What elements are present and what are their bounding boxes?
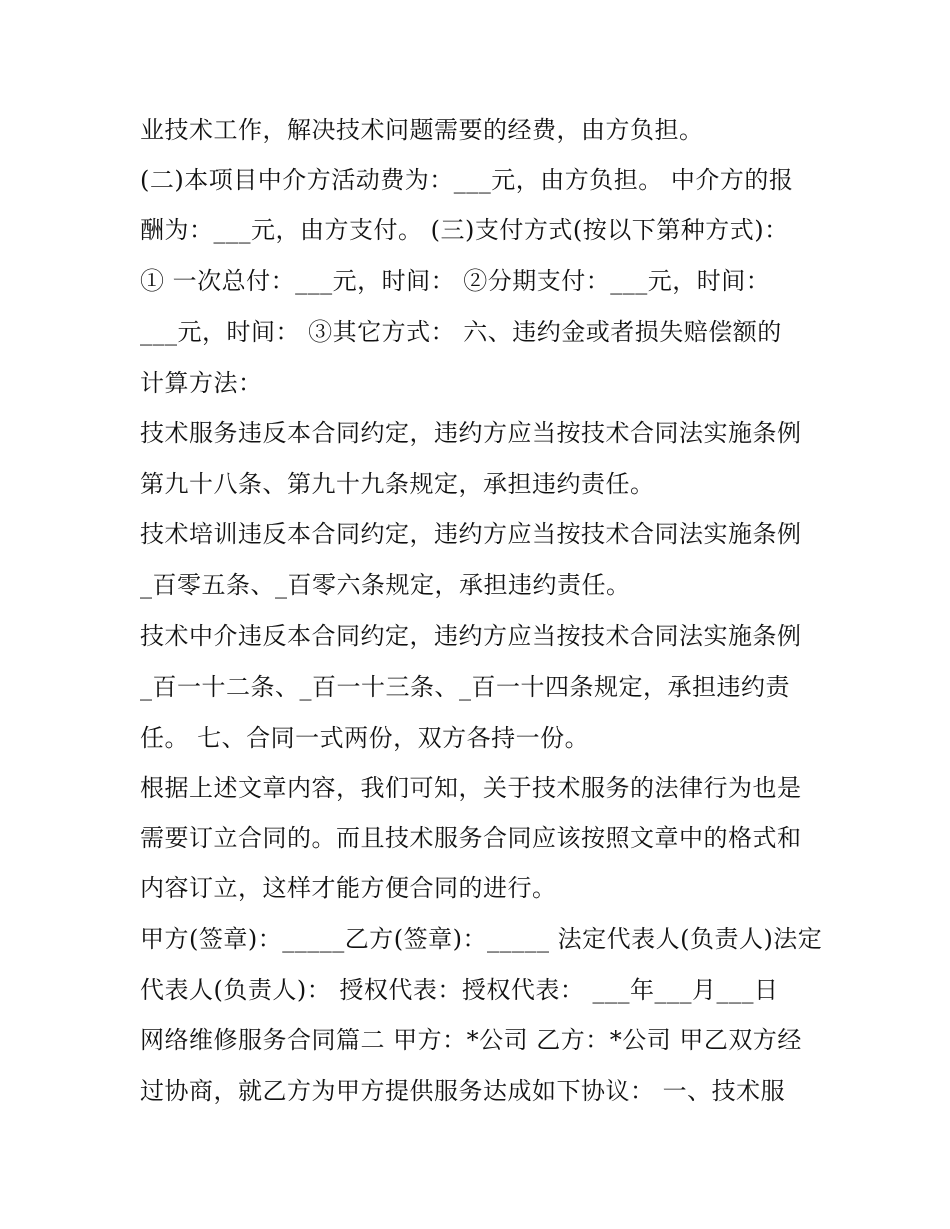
text-line: 技术服务违反本合同约定，违约方应当按技术合同法实施条例 — [140, 419, 802, 447]
text-line: 根据上述文章内容，我们可知，关于技术服务的法律行为也是 — [140, 774, 802, 802]
text-line: ① 一次总付：___元，时间： ②分期支付：___元，时间： — [140, 267, 771, 295]
text-line: (二)本项目中介方活动费为：___元，由方负担。 中介方的报 — [140, 166, 794, 194]
text-line: 需要订立合同的。而且技术服务合同应该按照文章中的格式和 — [140, 824, 802, 852]
text-line: 技术中介违反本合同约定，违约方应当按技术合同法实施条例 — [140, 622, 802, 650]
text-line: _百一十二条、_百一十三条、_百一十四条规定，承担违约责 — [140, 673, 790, 701]
text-line: 任。 七、合同一式两份，双方各持一份。 — [140, 724, 590, 752]
text-line: 技术培训违反本合同约定，违约方应当按技术合同法实施条例 — [140, 520, 802, 548]
text-line: 计算方法： — [140, 369, 263, 397]
text-line: 网络维修服务合同篇二 甲方：*公司 乙方：*公司 甲乙双方经 — [140, 1026, 802, 1054]
text-line: 业技术工作，解决技术问题需要的经费，由方负担。 — [140, 116, 704, 144]
text-line: 过协商，就乙方为甲方提供服务达成如下协议： 一、技术服 — [140, 1077, 786, 1105]
text-line: _百零五条、_百零六条规定，承担违约责任。 — [140, 571, 631, 599]
text-line: 代表人(负责人)： 授权代表：授权代表： ___年___月___日 — [140, 976, 779, 1004]
text-line: 内容订立，这样才能方便合同的进行。 — [140, 874, 557, 902]
text-line: 第九十八条、第九十九条规定，承担违约责任。 — [140, 470, 655, 498]
text-line: 酬为：___元，由方支付。 (三)支付方式(按以下第种方式)： — [140, 216, 789, 244]
text-line: ___元，时间： ③其它方式： 六、违约金或者损失赔偿额的 — [140, 318, 782, 346]
text-line: 甲方(签章)：_____乙方(签章)：_____ 法定代表人(负责人)法定 — [140, 925, 823, 953]
